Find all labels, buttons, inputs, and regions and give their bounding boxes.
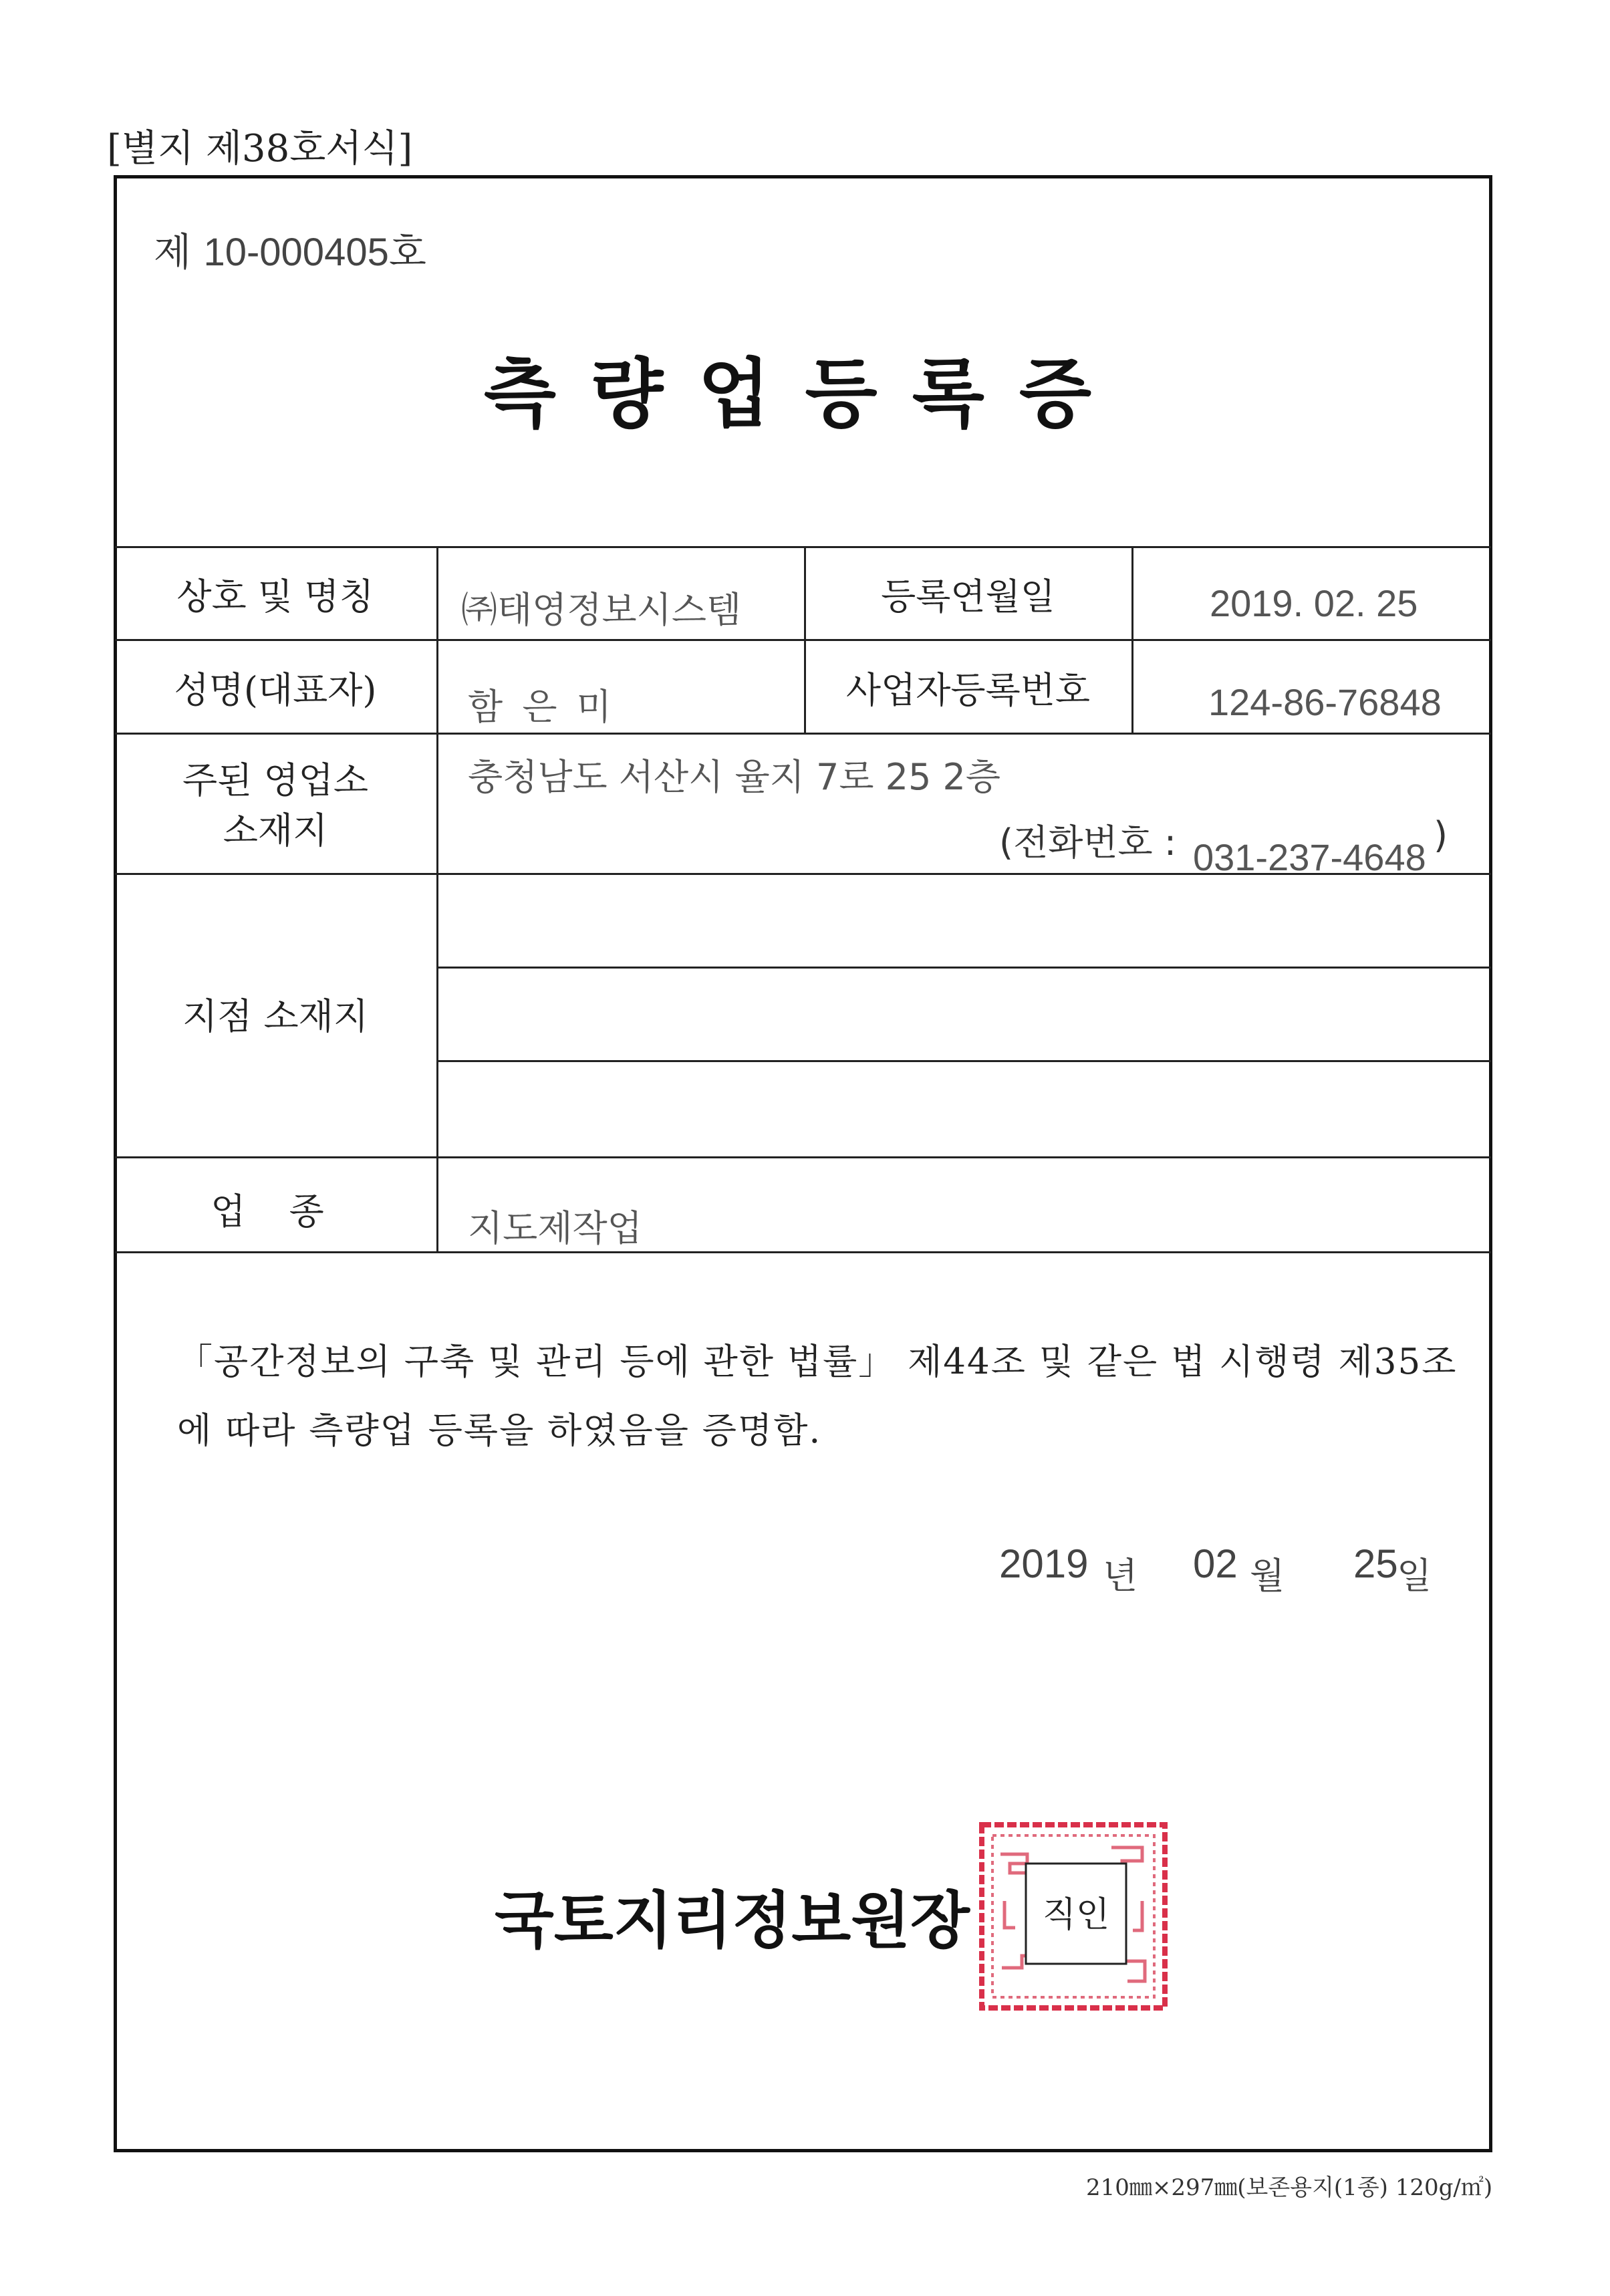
table-row-divider: [115, 639, 1491, 641]
phone-label: (전화번호 :: [999, 821, 1177, 864]
issue-year-unit: 년: [1103, 1555, 1138, 1597]
seal-text: 직인: [1042, 1895, 1110, 1935]
issue-day-unit: 일: [1397, 1555, 1432, 1597]
certification-text-line-1: 「공간정보의 구축 및 관리 등에 관한 법률」 제44조 및 같은 법 시행령 제35조: [177, 1342, 1458, 1382]
registration-date-value: 2019. 02. 25: [1210, 582, 1418, 624]
industry-label: 업 종: [211, 1190, 340, 1233]
phone-value: 031-237-4648: [1193, 836, 1426, 878]
table-column-divider: [1131, 546, 1133, 733]
branch-office-label: 지점 소재지: [182, 995, 368, 1037]
form-label: [별지 제38호서식]: [107, 127, 413, 170]
issuer-name: 국토지리정보원장: [495, 1885, 970, 1956]
representative-label: 성명(대표자): [174, 669, 377, 711]
main-office-label-2: 소재지: [223, 809, 328, 852]
serial-value: 10-000405: [203, 231, 389, 274]
main-office-address: 충청남도 서산시 율지 7로 25 2층: [468, 756, 1001, 798]
serial-suffix: 호: [388, 229, 426, 275]
certification-text-line-2: 에 따라 측량업 등록을 하였음을 증명함.: [177, 1410, 822, 1451]
table-bottom-border: [115, 1251, 1491, 1253]
industry-value: 지도제작업: [468, 1207, 642, 1249]
issue-month: 02: [1193, 1541, 1238, 1586]
company-name-value: ㈜태영정보시스템: [461, 589, 742, 631]
business-number-value: 124-86-76848: [1208, 681, 1442, 723]
issue-day: 25: [1353, 1541, 1398, 1586]
business-number-label: 사업자등록번호: [845, 669, 1091, 711]
serial-prefix: 제: [154, 229, 192, 275]
company-name-label: 상호 및 명칭: [176, 576, 374, 618]
branch-row-divider: [438, 967, 1491, 969]
main-office-label: 주된 영업소: [182, 759, 368, 801]
issue-month-unit: 월: [1250, 1555, 1285, 1597]
official-seal: [978, 1821, 1169, 2012]
certificate-frame: [114, 175, 1492, 2152]
seal-icon: [978, 1821, 1169, 2012]
representative-value: 함 은 미: [468, 686, 616, 728]
phone-close-paren: ): [1434, 814, 1448, 856]
branch-row-divider: [438, 1060, 1491, 1062]
table-column-divider: [436, 546, 438, 1251]
table-top-border: [115, 546, 1491, 548]
document-title: 측량업등록증: [483, 350, 1127, 438]
registration-date-label: 등록연월일: [881, 576, 1055, 618]
table-row-divider: [115, 733, 1491, 735]
issue-year: 2019: [999, 1541, 1089, 1586]
table-row-divider: [115, 1156, 1491, 1158]
serial-number: [154, 221, 426, 277]
paper-spec-footer: 210㎜×297㎜(보존용지(1종) 120g/㎡): [1086, 2174, 1493, 2201]
